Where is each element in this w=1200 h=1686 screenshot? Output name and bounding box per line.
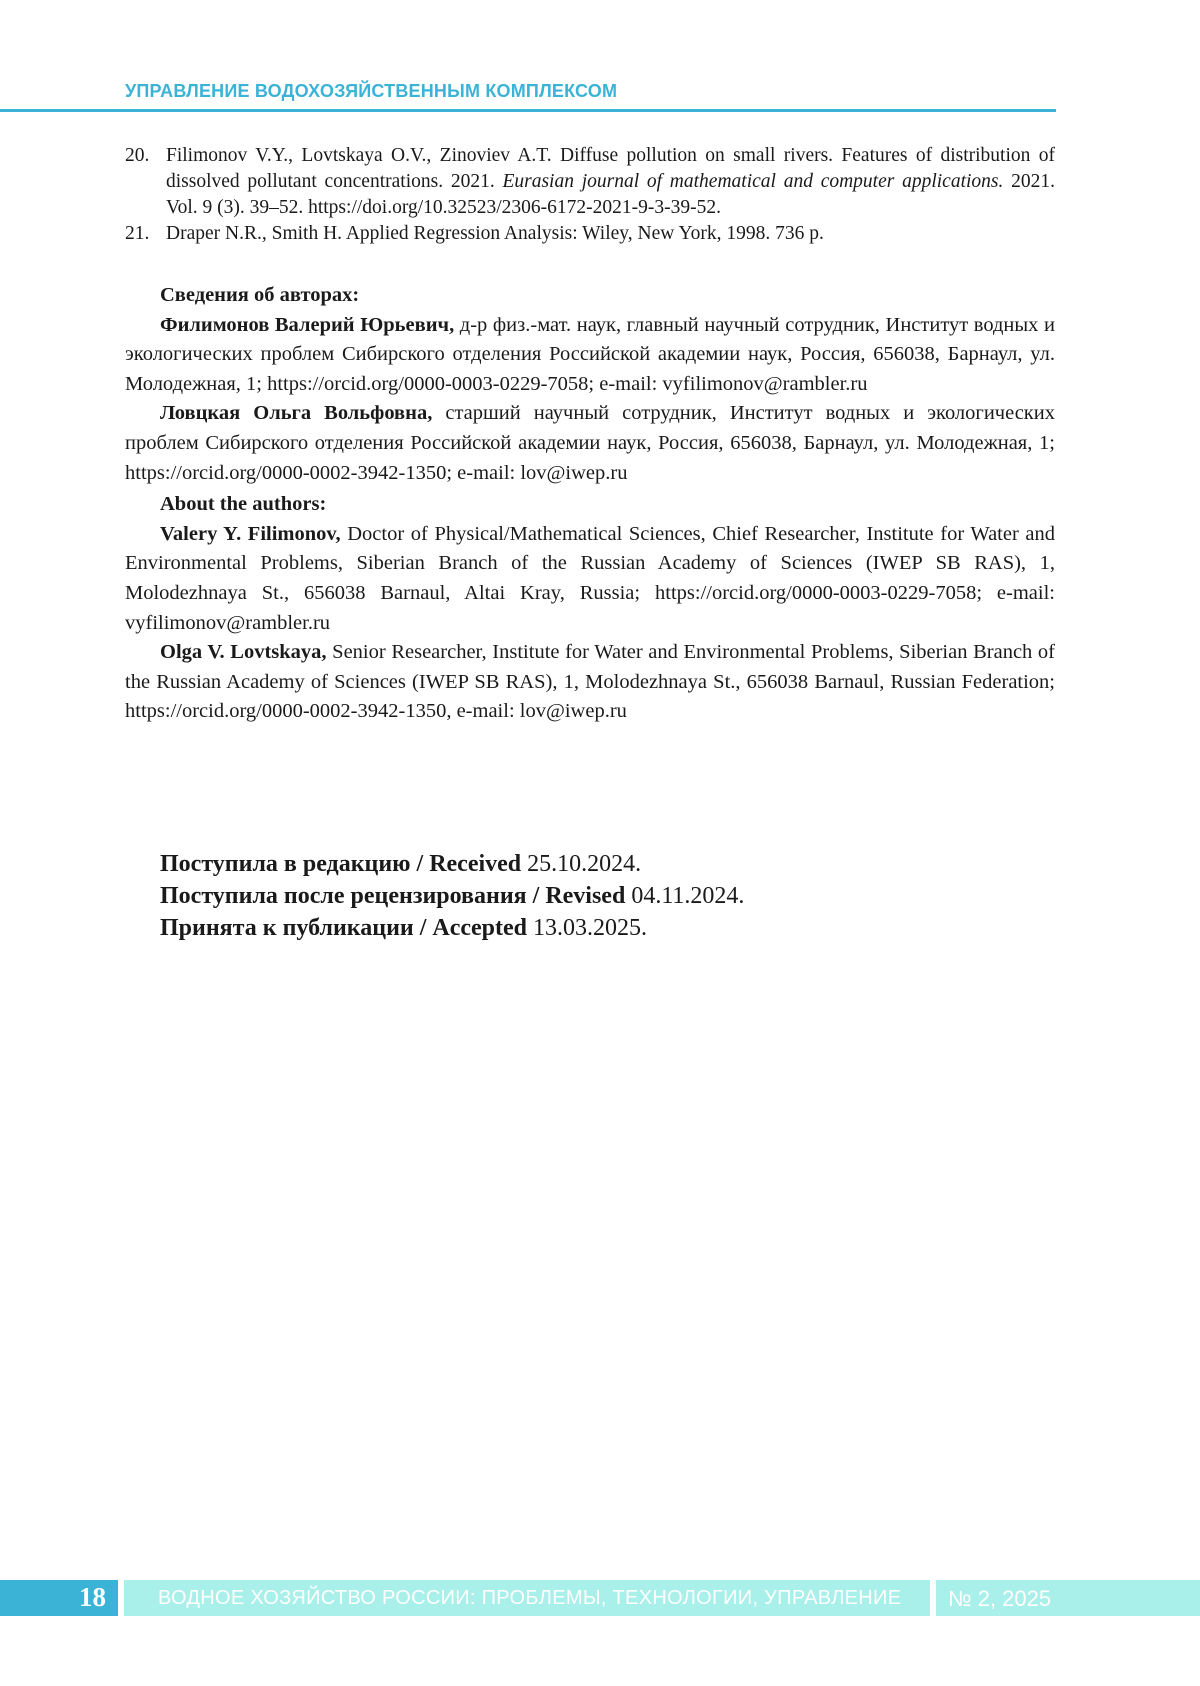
reference-text: Filimonov V.Y., Lovtskaya O.V., Zinoviev A.T. Diffuse pollution on small rivers. Features of distribution of dissolved pollutant concentrations. 2021. Eurasian journal of mathematical and computer applications. 2021. Vol. 9 (3). 39–52. https://doi.org/10.32523/2306-6172-2021-9-3-39-52. [166,145,1056,218]
reference-item [125,143,1055,221]
reference-text: Draper N.R., Smith H. Applied Regression Analysis: Wiley, New York, 1998. 736 p. [166,223,824,244]
author-name: Olga V. Lovtskaya, [160,641,327,664]
authors-section [125,281,1055,727]
issue-number: № 2, 2025 [948,1586,1052,1611]
references-list [125,143,1055,247]
author-details: Doctor of Physical/Mathematical Sciences, Chief Researcher, Institute for Water and Environmental Problems, Siberian Branch of the Russian Academy of Sciences (IWEP SB RAS), 1, Molodezhnaya St., 656038 Barnaul, Altai Kray, Russia; https://orcid.org/0000-0003-0229-7058; e-mail: vyfilimonov@rambler.ru [125,522,1055,634]
journal-title-box [124,1580,930,1616]
author-name: Филимонов Валерий Юрьевич, [160,313,455,336]
submission-dates [160,848,744,944]
author-name: Valery Y. Filimonov, [160,522,341,545]
date-revised: Поступила после рецензирования / Revised 04.11.2024. [160,883,745,909]
running-header: УПРАВЛЕНИЕ ВОДОХОЗЯЙСТВЕННЫМ КОМПЛЕКСОМ [125,81,618,101]
page-footer [0,1580,1200,1616]
author-ru-lovtskaya [125,399,1055,488]
reference-number: 20. [125,145,150,166]
date-received: Поступила в редакцию / Received 25.10.2024. [160,851,642,877]
reference-item [125,221,1055,247]
author-ru-filimonov [125,311,1055,400]
page-number: 18 [79,1582,106,1612]
reference-number: 21. [125,223,150,244]
reference-journal: Eurasian journal of mathematical and computer applications. [502,171,1004,192]
authors-en-heading: About the authors: [160,493,327,516]
page-number-box [0,1580,118,1616]
author-en-filimonov [125,520,1055,638]
authors-ru-heading: Сведения об авторах: [160,284,360,306]
journal-title: ВОДНОЕ ХОЗЯЙСТВО РОССИИ: ПРОБЛЕМЫ, ТЕХНОЛОГИИ, УПРАВЛЕНИЕ [158,1587,902,1609]
author-details: старший научный сотрудник, Институт водных и экологических проблем Сибирского отделения Российской академии наук, Россия, 656038, Барнаул, ул. Молодежная, 1; https://orcid.org/0000-0002-3942-1350; e-mail: lov@iwep.ru [125,402,1055,484]
author-name: Ловцкая Ольга Вольфовна, [160,402,433,425]
author-details: д-р физ.-мат. наук, главный научный сотрудник, Институт водных и экологических проблем Сибирского отделения Российской академии наук, Россия, 656038, Барнаул, ул. Молодежная, 1; https://orcid.org/0000-0003-0229-7058; e-mail: vyfilimonov@rambler.ru [125,313,1055,395]
author-details: Senior Researcher, Institute for Water and Environmental Problems, Siberian Branch of the Russian Academy of Sciences (IWEP SB RAS), 1, Molodezhnaya St., 656038 Barnaul, Russian Federation; https://orcid.org/0000-0002-3942-1350, e-mail: lov@iwep.ru [125,641,1055,723]
header-rule [0,109,1056,112]
issue-box [936,1580,1200,1616]
author-en-lovtskaya [125,638,1055,727]
date-accepted: Принята к публикации / Accepted 13.03.2025. [160,915,648,941]
